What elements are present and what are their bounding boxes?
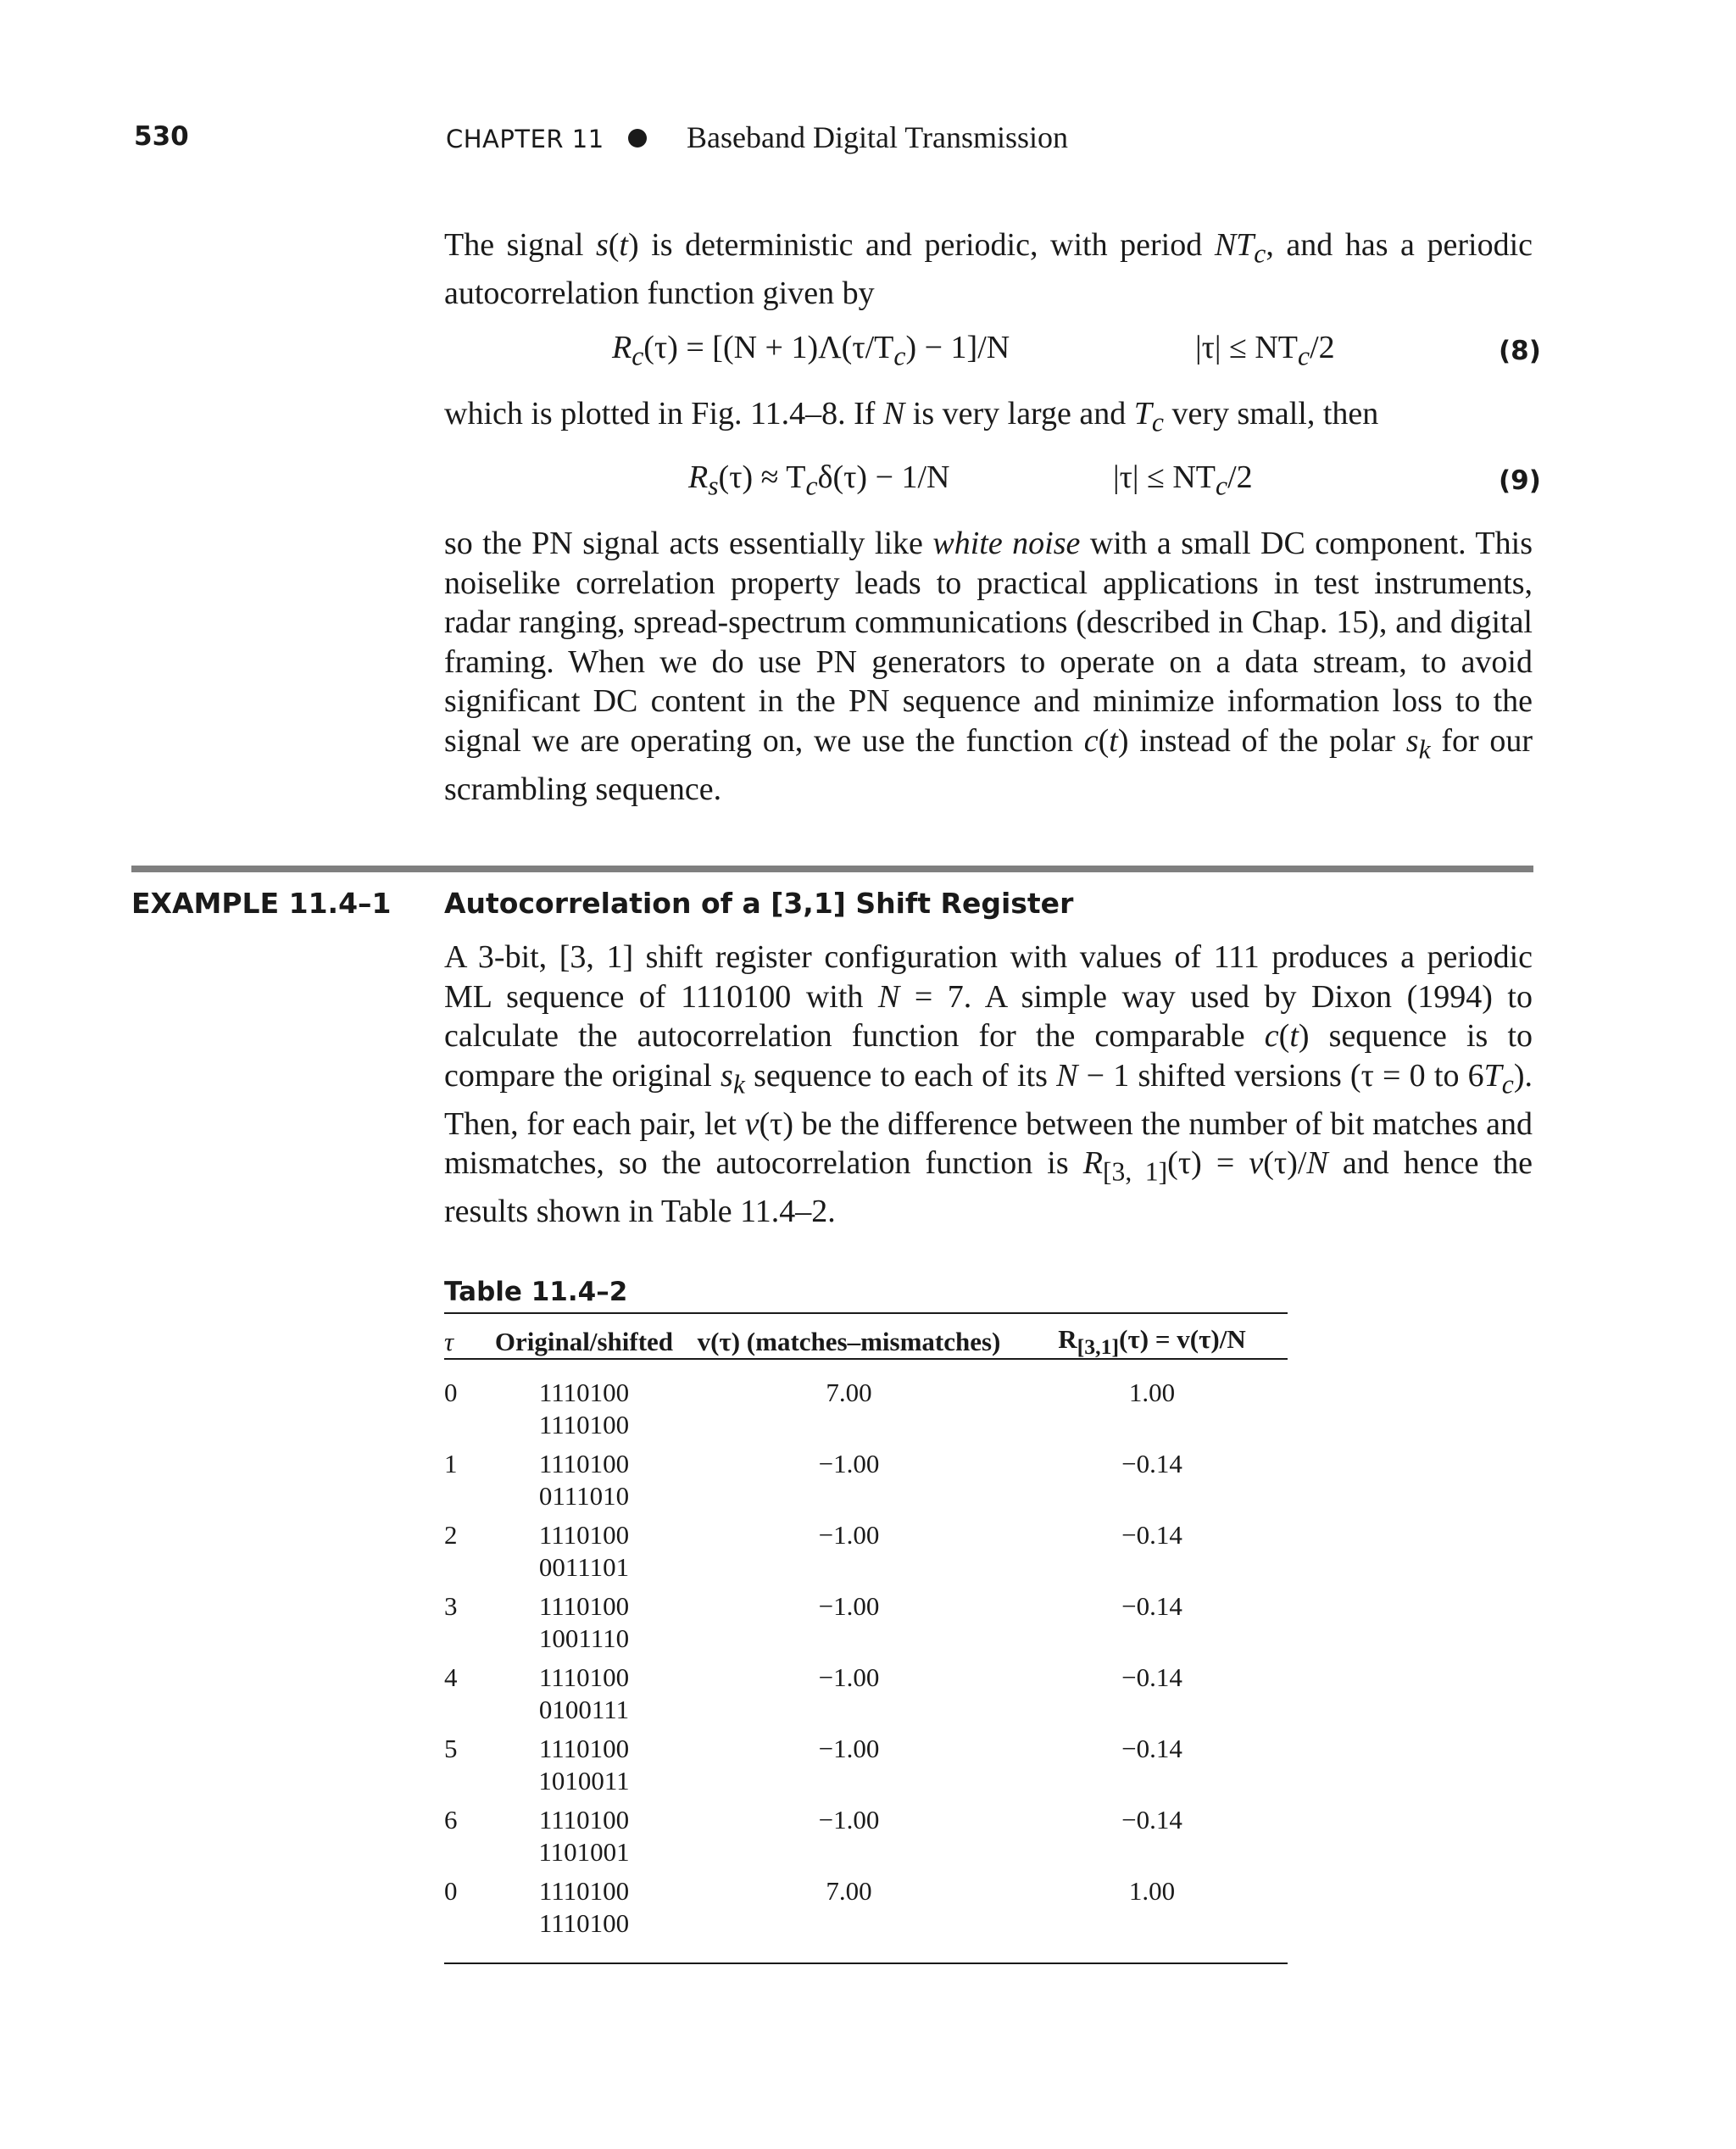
cell-tau: 0 [444,1876,458,1907]
data-table [444,1319,1288,1946]
cell-original-shifted: 1110100 1001110 [538,1591,630,1654]
equation-9: $R_s(\tau) \approx T_c\delta(\tau) - 1/N$ [688,459,950,501]
cell-r: −0.14 [1121,1805,1182,1835]
example-divider [131,866,1533,872]
table-row [444,1875,1288,1946]
cell-v: −1.00 [818,1591,880,1622]
header-v-tau: v(τ) (matches–mismatches) [697,1327,1001,1357]
cell-original-shifted: 1110100 0011101 [538,1520,630,1583]
table-caption: Table 11.4–2 [444,1277,628,1307]
example-text: A 3-bit, [3, 1] shift register configuration with values of 111 produces a periodic ML sequence of 1110100 with N = 7. A simple way used by Dixon (1994) to calculate the autocorrelation function for the comparable c(t) sequence is to compare the original $s_k$ sequence to each of its N − 1 shifted versions (τ = 0 to $6T_c$). Then, for each pair, let v(τ) be the difference between the number of bit matches and mismatches, so the autocorrelation function is $R_{[3, 1]}(\tau) = v(\tau)/N$ and hence the results shown in Table 11.4–2. [444,939,1533,1230]
table-row [444,1733,1288,1804]
paragraph-plot-ref: which is plotted in Fig. 11.4–8. If N is very large and $T_c$ very small, then [444,396,1379,437]
cell-original-shifted: 1110100 1010011 [538,1734,630,1796]
example-title: Autocorrelation of a [3,1] Shift Register [444,887,1074,920]
cell-r: −0.14 [1121,1520,1182,1551]
table-row [444,1377,1288,1448]
cell-r: 1.00 [1128,1378,1176,1408]
header-original-shifted: Original/shifted [494,1327,674,1357]
cell-v: −1.00 [818,1449,880,1479]
cell-v: −1.00 [818,1662,880,1693]
header-tau: τ [444,1327,454,1357]
example-label: EXAMPLE 11.4–1 [131,887,392,920]
equation-8-number: (8) [1499,336,1541,366]
table-top-rule [444,1312,1288,1314]
table-row [444,1590,1288,1662]
cell-v: 7.00 [826,1876,872,1907]
table-header-row [444,1319,1288,1377]
equation-9-number: (9) [1499,465,1541,496]
cell-original-shifted: 1110100 1110100 [538,1378,630,1440]
cell-v: −1.00 [818,1520,880,1551]
cell-r: −0.14 [1121,1591,1182,1622]
paragraph-white-noise: so the PN signal acts essentially like white noise with a small DC component. This noiselike correlation property leads to practical applications in test instruments, radar ranging, spread-spectrum communications (described in Chap. 15), and digital framing. When we do use PN generators to operate on a data stream, to avoid significant DC content in the PN sequence and minimize information loss to the signal we are operating on, we use the function c(t) instead of the polar $s_k$ for our scrambling sequence. [444,526,1533,807]
cell-v: −1.00 [818,1734,880,1764]
table-row [444,1519,1288,1590]
table-bottom-rule [444,1962,1288,1964]
cell-r: −0.14 [1121,1734,1182,1764]
cell-r: −0.14 [1121,1662,1182,1693]
header-r-tau: $R_{[3,1]}(\tau) = v(\tau)/N$ [1058,1324,1246,1360]
cell-tau: 3 [444,1591,458,1622]
cell-tau: 4 [444,1662,458,1693]
cell-tau: 1 [444,1449,458,1479]
paragraph-intro: The signal s(t) is deterministic and periodic, with period $NT_c$, and has a periodic autocorrelation function given by [444,227,1533,312]
table-row [444,1804,1288,1875]
bullet-icon [628,129,647,148]
cell-v: 7.00 [826,1378,872,1408]
cell-original-shifted: 1110100 1110100 [538,1876,630,1939]
cell-tau: 0 [444,1378,458,1408]
equation-8: $R_c(\tau) = [(N + 1)\Lambda(\tau/T_c) - 1]/N$ [612,330,1010,371]
cell-original-shifted: 1110100 0111010 [538,1449,630,1512]
equation-9-condition: $|\tau| \le NT_c/2$ [1113,459,1253,501]
page-number: 530 [134,121,189,152]
table-row [444,1662,1288,1733]
cell-tau: 6 [444,1805,458,1835]
cell-original-shifted: 1110100 1101001 [538,1805,630,1868]
cell-r: −0.14 [1121,1449,1182,1479]
cell-r: 1.00 [1128,1876,1176,1907]
cell-original-shifted: 1110100 0100111 [538,1662,630,1725]
cell-tau: 5 [444,1734,458,1764]
equation-8-condition: $|\tau| \le NT_c/2$ [1195,330,1335,371]
table-row [444,1448,1288,1519]
chapter-label: CHAPTER 11 [446,125,604,153]
cell-v: −1.00 [818,1805,880,1835]
cell-tau: 2 [444,1520,458,1551]
section-title: Baseband Digital Transmission [687,120,1069,154]
